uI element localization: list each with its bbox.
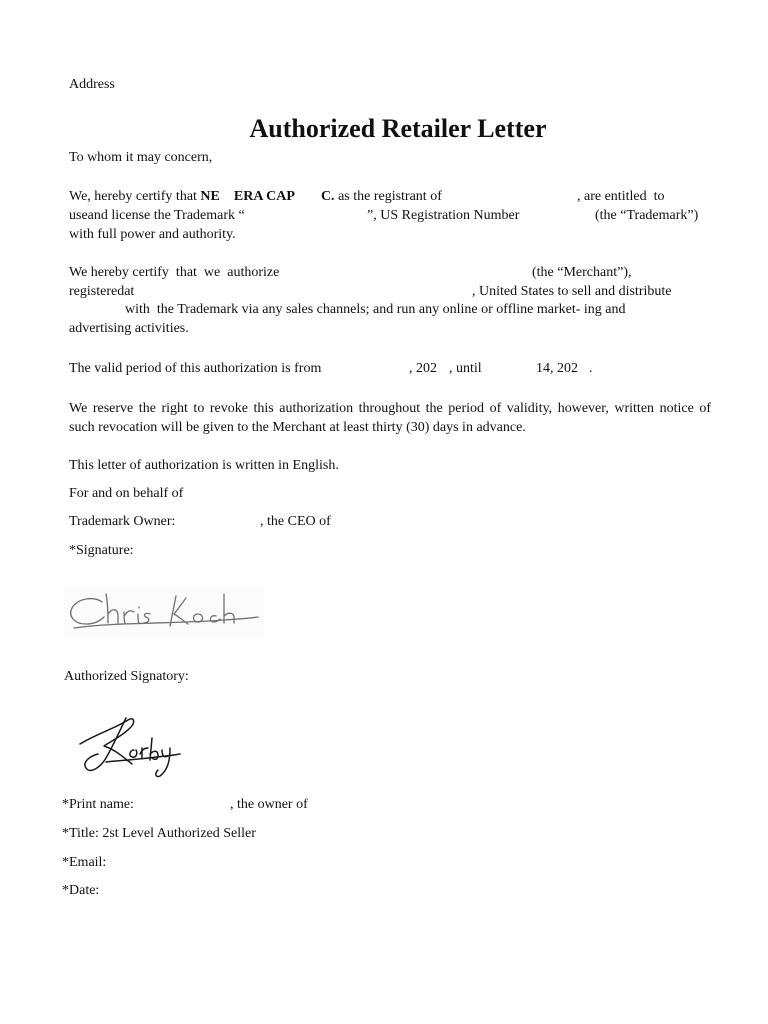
para1-line2-mid: ”, US Registration Number [367, 208, 520, 223]
para2-line2-start: registeredat [69, 284, 135, 299]
signature-image-2 [76, 710, 188, 780]
salutation: To whom it may concern, [69, 150, 213, 165]
para2-line3: with the Trademark via any sales channels; and run any online or offline market- ing and [125, 302, 626, 317]
validity-period-dot: . [589, 361, 593, 376]
revocation-line1-text: We reserve the right to revoke this authorization throughout the period of validity, however, written notice of [69, 401, 711, 416]
para2-line1-end: (the “Merchant”), [532, 265, 632, 280]
signature-label: *Signature: [69, 543, 134, 558]
title-field: *Title: 2st Level Authorized Seller [62, 826, 256, 841]
para1-line3: with full power and authority. [69, 227, 236, 242]
authorized-signatory-label: Authorized Signatory: [64, 669, 189, 684]
language-line: This letter of authorization is written in English. [69, 458, 339, 473]
behalf-line: For and on behalf of [69, 486, 184, 501]
para1-line1: We, hereby certify that NE ERA CAP C. as the registrant of [69, 189, 442, 204]
para2-line4: advertising activities. [69, 321, 189, 336]
validity-year-start: , 202 [409, 361, 437, 376]
trademark-owner-suffix: , the CEO of [260, 514, 331, 529]
print-name-suffix: , the owner of [230, 797, 308, 812]
print-name-label: *Print name: [62, 797, 134, 812]
validity-until: , until [449, 361, 482, 376]
signature-image-1 [64, 586, 264, 638]
revocation-line2: such revocation will be given to the Merchant at least thirty (30) days in advance. [69, 420, 526, 435]
para1-line1-end: , are entitled to [577, 189, 665, 204]
para2-line1-start: We hereby certify that we authorize [69, 265, 280, 280]
para1-line2-start: useand license the Trademark “ [69, 208, 245, 223]
para1-line2-end: (the “Trademark”) [595, 208, 699, 223]
address-line: Address [69, 77, 115, 92]
company-name-part1: NE [200, 189, 220, 204]
page-title: Authorized Retailer Letter [249, 114, 547, 143]
trademark-owner-label: Trademark Owner: [69, 514, 176, 529]
validity-text: The valid period of this authorization is from [69, 361, 322, 376]
date-label: *Date: [62, 883, 100, 898]
para2-line2-end: , United States to sell and distribute [472, 284, 672, 299]
company-name-part2: ERA CAP [233, 189, 295, 204]
email-label: *Email: [62, 855, 107, 870]
validity-end-date: 14, 202 [536, 361, 578, 376]
company-name-part3: C. [320, 189, 335, 204]
